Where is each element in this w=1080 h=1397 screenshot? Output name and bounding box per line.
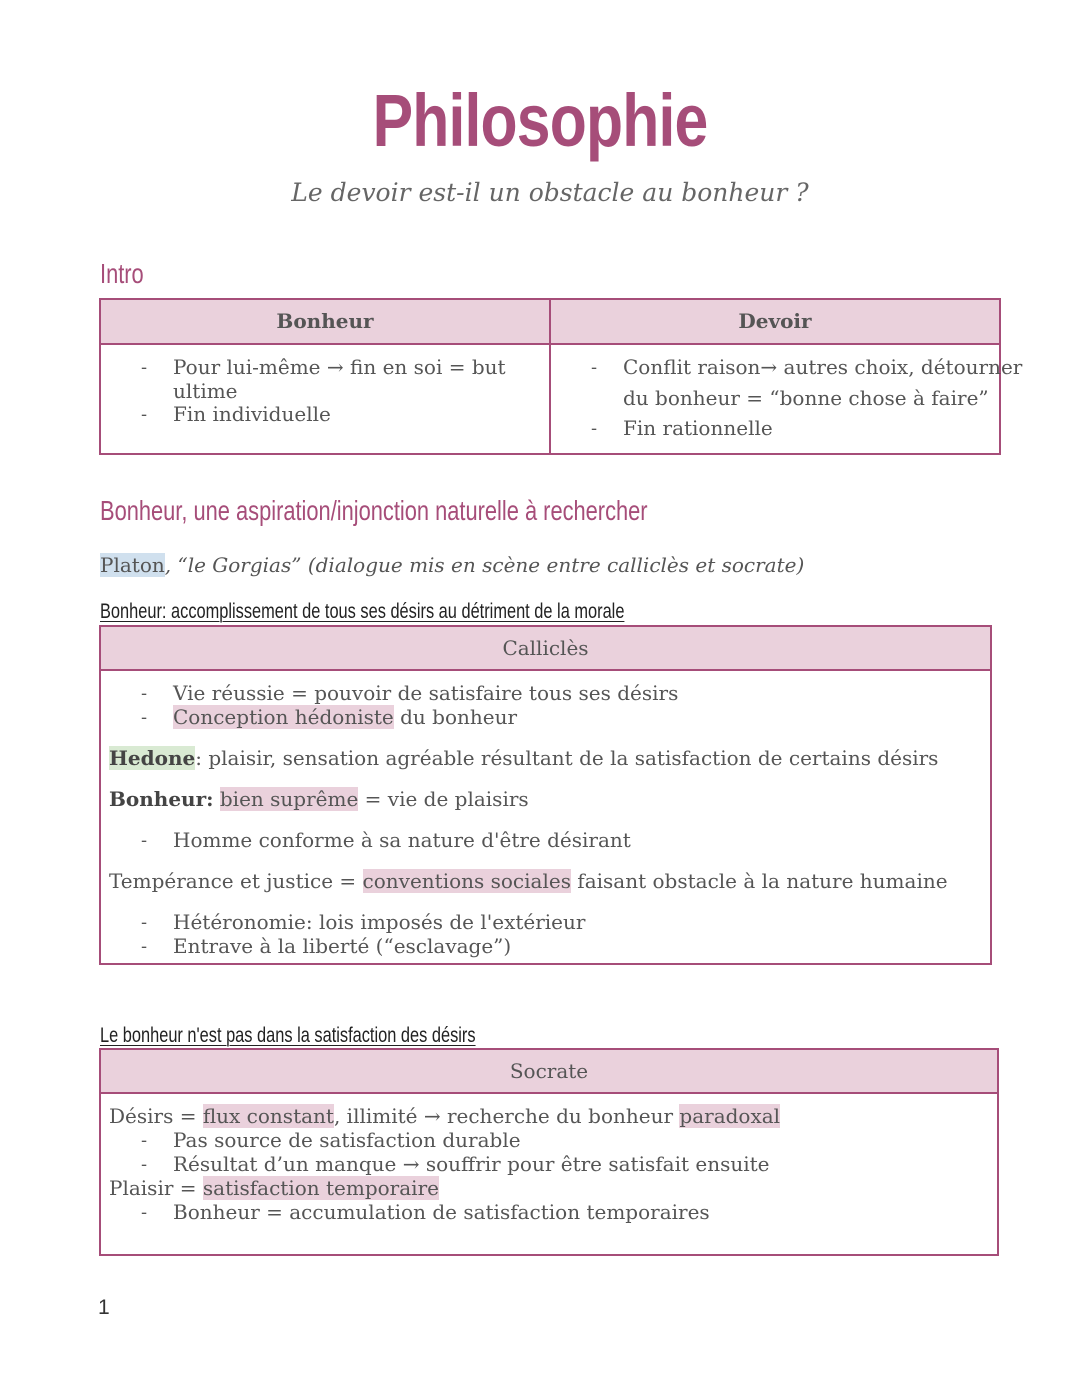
highlight: bien suprême	[219, 787, 359, 811]
callicles-table	[99, 625, 992, 965]
list-item: Résultat d’un manque → souffrir pour être satisfait ensuite	[173, 1152, 770, 1176]
bullet: -	[141, 912, 148, 933]
highlight: satisfaction temporaire	[202, 1176, 439, 1200]
page-number: 1	[98, 1296, 110, 1319]
highlight: conventions sociales	[362, 869, 571, 893]
list-item: Fin rationnelle	[623, 416, 773, 440]
list-item: Conflit raison→ autres choix, détourner	[623, 355, 1023, 379]
subheading: Bonheur: accomplissement de tous ses désirs au détriment de la morale	[100, 600, 625, 623]
list-item-continuation: ultime	[173, 379, 238, 403]
highlight: paradoxal	[679, 1104, 781, 1128]
bullet: -	[141, 936, 148, 957]
list-item: Homme conforme à sa nature d'être désirant	[173, 828, 631, 852]
socrate-header: Socrate	[101, 1050, 997, 1094]
list-item: Vie réussie = pouvoir de satisfaire tous ses désirs	[173, 681, 679, 705]
definition-line: Bonheur: bien suprême = vie de plaisirs	[109, 787, 529, 811]
bonheur-label: Bonheur:	[109, 787, 214, 811]
section-heading: Bonheur, une aspiration/injonction naturelle à rechercher	[100, 495, 648, 526]
bullet: -	[141, 707, 148, 728]
bullet: -	[141, 1154, 148, 1175]
list-item: Pas source de satisfaction durable	[173, 1128, 521, 1152]
list-item: Hétéronomie: lois imposés de l'extérieur	[173, 910, 586, 934]
bullet: -	[591, 418, 598, 439]
text-line: Désirs = flux constant, illimité → recherche du bonheur paradoxal	[109, 1104, 781, 1128]
list-item: Pour lui-même → fin en soi = but	[173, 355, 506, 379]
list-item: Fin individuelle	[173, 402, 331, 426]
reference-line	[100, 553, 804, 577]
bullet: -	[141, 830, 148, 851]
author-name: Platon	[100, 553, 165, 577]
hedone-term: Hedone	[109, 746, 196, 770]
work-reference: , “le Gorgias” (dialogue mis en scène entre calliclès et socrate)	[164, 553, 805, 577]
bonheur-header: Bonheur	[101, 300, 549, 345]
list-item: Conception hédoniste du bonheur	[173, 705, 518, 729]
bullet: -	[141, 1202, 148, 1223]
list-item: Entrave à la liberté (“esclavage”)	[173, 934, 512, 958]
bullet: -	[141, 1130, 148, 1151]
bullet: -	[141, 404, 148, 425]
socrate-table	[99, 1048, 999, 1256]
bullet: -	[591, 357, 598, 378]
highlight: flux constant	[202, 1104, 334, 1128]
definition-line: Hedone: plaisir, sensation agréable résultant de la satisfaction de certains désirs	[109, 746, 939, 770]
document-subtitle: Le devoir est-il un obstacle au bonheur ?	[291, 178, 809, 207]
callicles-header: Calliclès	[101, 627, 990, 671]
highlight: Conception hédoniste	[173, 705, 394, 729]
intro-table	[99, 298, 1023, 455]
document-title: Philosophie	[372, 79, 708, 162]
subheading: Le bonheur n'est pas dans la satisfaction des désirs	[100, 1024, 476, 1047]
devoir-header: Devoir	[551, 300, 999, 345]
text-line: Plaisir = satisfaction temporaire	[109, 1176, 439, 1200]
intro-heading: Intro	[100, 258, 144, 289]
list-item-continuation: du bonheur = “bonne chose à faire”	[623, 386, 989, 410]
text-line: Tempérance et justice = conventions sociales faisant obstacle à la nature humaine	[109, 869, 948, 893]
bullet: -	[141, 357, 148, 378]
bullet: -	[141, 683, 148, 704]
list-item: Bonheur = accumulation de satisfaction temporaires	[173, 1200, 710, 1224]
